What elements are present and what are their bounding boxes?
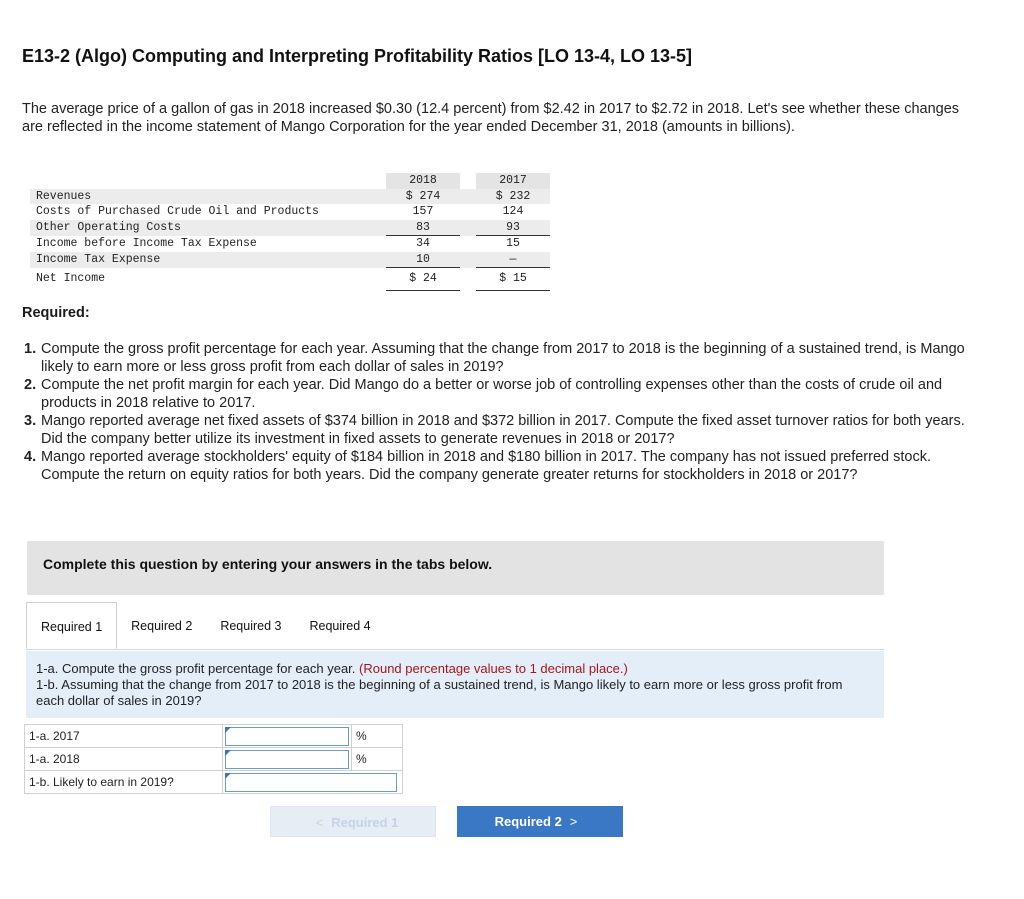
- tab-required-3[interactable]: Required 3: [220, 619, 282, 633]
- row-label: Net Income: [36, 272, 106, 285]
- likely-to-earn-dropdown[interactable]: [225, 773, 397, 792]
- item-number: 1.: [24, 341, 37, 357]
- answer-row: [25, 771, 403, 794]
- table-row: [30, 252, 550, 268]
- gross-profit-2018-input[interactable]: [225, 750, 349, 769]
- list-item: [22, 448, 982, 484]
- input-flag-icon: [225, 773, 231, 779]
- instruction-text: 1-a. Compute the gross profit percentage for each year.: [36, 661, 360, 676]
- row-label: Income before Income Tax Expense: [36, 236, 257, 250]
- item-number: 2.: [24, 377, 37, 393]
- col-header-2017: 2017: [476, 173, 550, 189]
- answer-cell: [223, 725, 352, 748]
- row-value-2017: 93: [476, 220, 550, 236]
- answer-label: 1-a. 2017: [25, 725, 223, 748]
- tab-required-4[interactable]: Required 4: [309, 619, 371, 633]
- input-flag-icon: [225, 727, 231, 733]
- percent-unit: %: [352, 725, 403, 748]
- next-button-label: Required 2: [494, 814, 562, 829]
- chevron-left-icon: <: [315, 815, 324, 830]
- table-header-row: [30, 173, 550, 189]
- item-number: 4.: [24, 449, 37, 465]
- row-label: Costs of Purchased Crude Oil and Products: [36, 205, 319, 218]
- row-value-2017: $ 15: [476, 268, 550, 291]
- requirements-list: [22, 340, 982, 484]
- answer-table: [24, 724, 403, 794]
- table-row-total: [30, 268, 550, 291]
- answer-row: [25, 748, 403, 771]
- table-row: [30, 189, 550, 205]
- row-value-2017: —: [476, 252, 550, 268]
- col-header-2018: 2018: [386, 173, 460, 189]
- row-value-2018: 83: [386, 220, 460, 236]
- list-item: [22, 376, 982, 412]
- row-value-2018: 157: [412, 205, 434, 218]
- tab-bar: [26, 602, 385, 650]
- item-text: Mango reported average stockholders' equity of $184 billion in 2018 and $180 billion in 2017. The company has not issued preferred stock. Compute the return on equity ratios for both years. Did the company generate greater returns for stockholders in 2018 or 2017?: [41, 449, 931, 483]
- instruction-line-a: [36, 661, 874, 677]
- item-number: 3.: [24, 413, 37, 429]
- previous-tab-button[interactable]: [270, 806, 436, 837]
- next-tab-button[interactable]: [457, 806, 623, 837]
- intro-paragraph: The average price of a gallon of gas in 2018 increased $0.30 (12.4 percent) from $2.42 in 2017 to $2.72 in 2018. Let's see whether these changes are reflected in the income statement of Mango Corporation for the year ended December 31, 2018 (amounts in billions).: [22, 101, 960, 135]
- item-text: Compute the gross profit percentage for each year. Assuming that the change from 2017 to 2018 is the beginning of a sustained trend, is Mango likely to earn more or less gross profit from each dollar of sales in 2019?: [41, 341, 965, 375]
- answer-cell: [223, 748, 352, 771]
- list-item: [22, 412, 982, 448]
- row-value-2018: 34: [416, 237, 430, 250]
- row-value-2018: $ 24: [386, 268, 460, 291]
- percent-unit: %: [352, 748, 403, 771]
- tab-instructions: [26, 651, 884, 718]
- row-label: Revenues: [30, 189, 382, 205]
- row-value-2017: 124: [502, 205, 524, 218]
- row-value-2018: $ 274: [386, 189, 460, 205]
- answer-label: 1-a. 2018: [25, 748, 223, 771]
- item-text: Compute the net profit margin for each year. Did Mango do a better or worse job of controlling expenses other than the costs of crude oil and products in 2018 relative to 2017.: [41, 377, 943, 411]
- gross-profit-2017-input[interactable]: [225, 727, 349, 746]
- row-value-2018: 10: [386, 252, 460, 268]
- answer-cell: [223, 771, 403, 794]
- input-flag-icon: [225, 750, 231, 756]
- table-row: [30, 220, 550, 236]
- answer-row: [25, 725, 403, 748]
- row-label: Other Operating Costs: [30, 220, 382, 236]
- row-label: Income Tax Expense: [30, 252, 382, 268]
- list-item: [22, 340, 982, 376]
- rounding-note: (Round percentage values to 1 decimal place.): [359, 661, 628, 676]
- instruction-line-b: 1-b. Assuming that the change from 2017 to 2018 is the beginning of a sustained trend, is Mango likely to earn more or less gross profit from each dollar of sales in 2019?: [36, 677, 843, 708]
- tab-required-2[interactable]: Required 2: [131, 619, 193, 633]
- instructions-banner: Complete this question by entering your answers in the tabs below.: [27, 541, 884, 595]
- row-value-2017: $ 232: [476, 189, 550, 205]
- row-value-2017: 15: [506, 237, 520, 250]
- previous-button-label: Required 1: [331, 815, 399, 830]
- item-text: Mango reported average net fixed assets of $374 billion in 2018 and $372 billion in 2017. Compute the fixed asset turnover ratios for both years. Did the company better utilize its investment in fixed assets to generate revenues in 2018 or 2017?: [41, 413, 965, 447]
- answer-label: 1-b. Likely to earn in 2019?: [25, 771, 223, 794]
- page-title: E13-2 (Algo) Computing and Interpreting Profitability Ratios [LO 13-4, LO 13-5]: [22, 46, 693, 66]
- table-row: [30, 204, 550, 220]
- required-heading: Required:: [22, 305, 90, 321]
- income-statement-table: [30, 173, 550, 291]
- tab-required-1[interactable]: Required 1: [26, 602, 117, 649]
- chevron-right-icon: >: [569, 814, 578, 829]
- table-row: [30, 236, 550, 252]
